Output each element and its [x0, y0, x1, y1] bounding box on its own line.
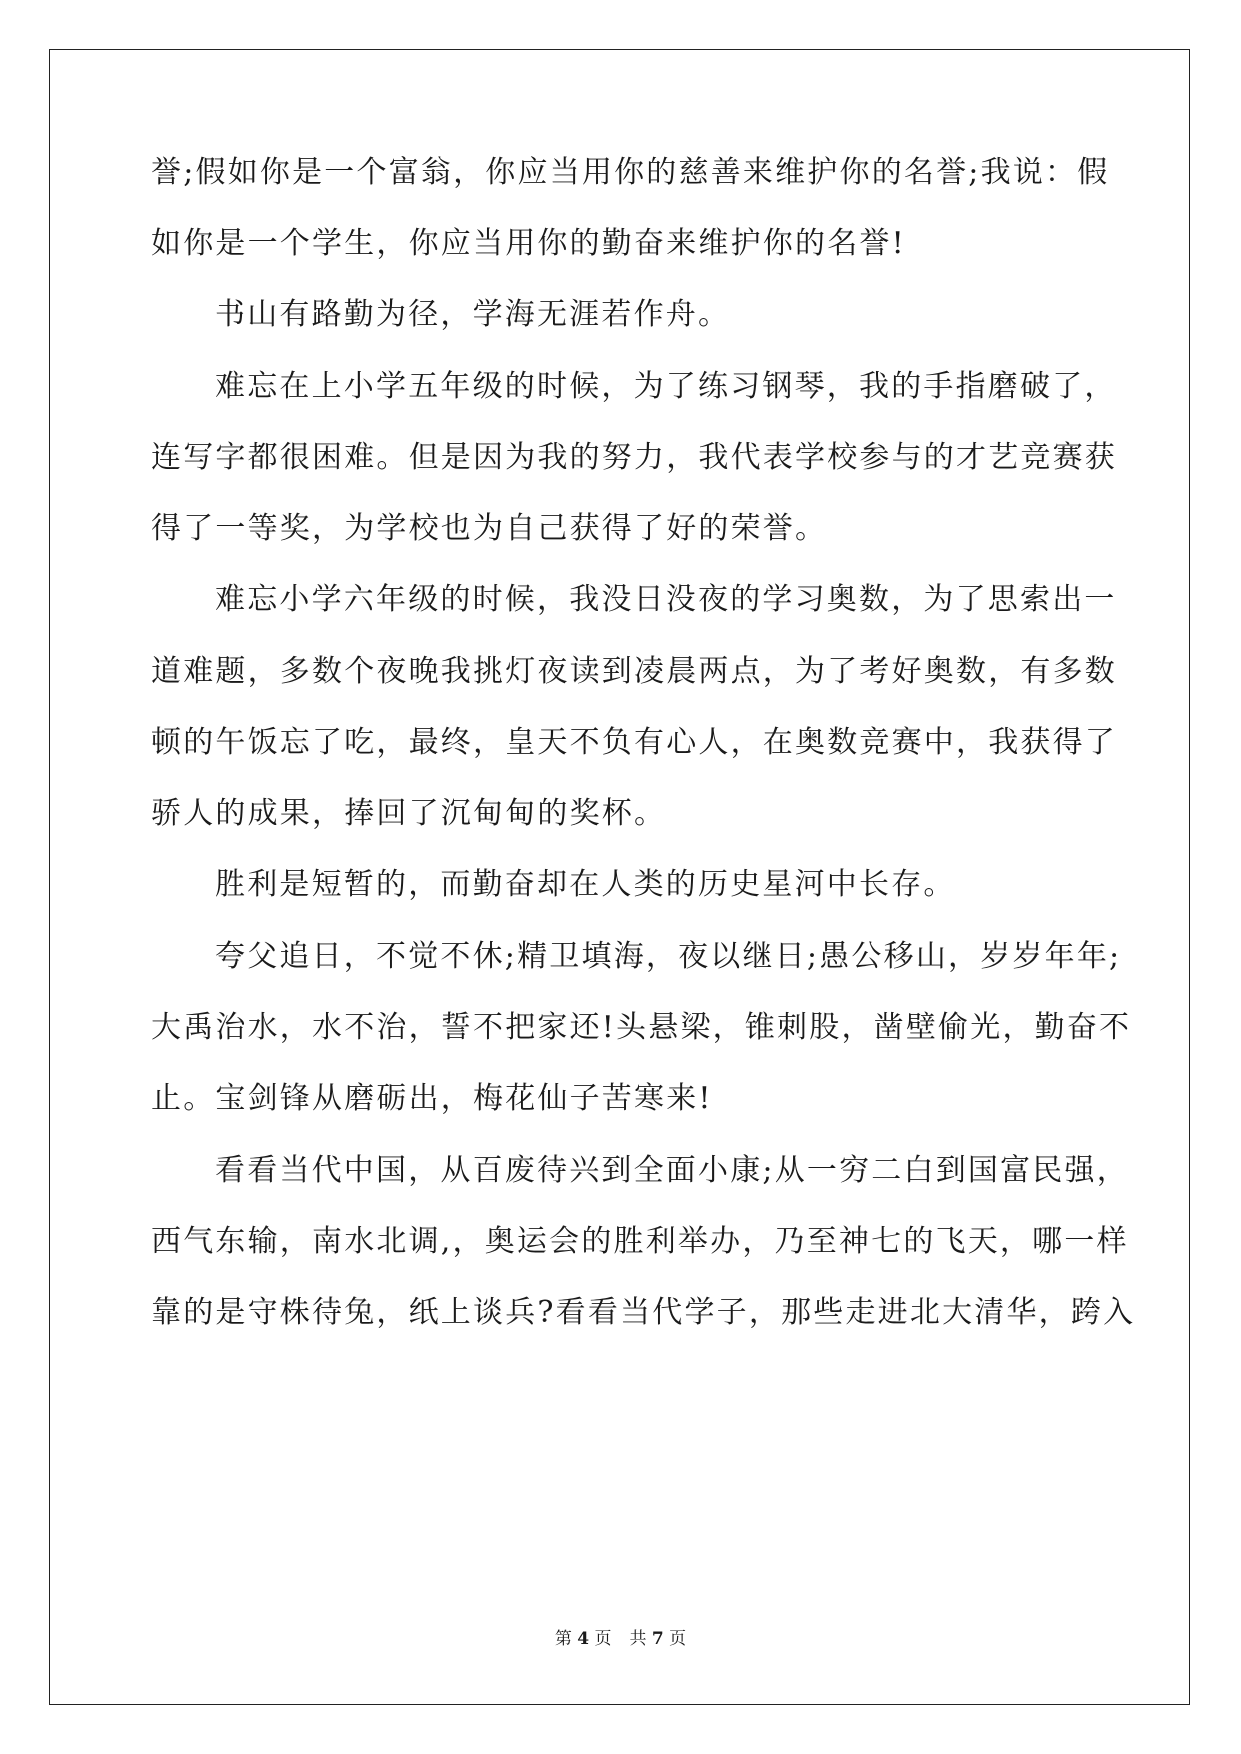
text-line: 骄人的成果，捧回了沉甸甸的奖杯。 — [151, 796, 667, 831]
text-line: 如你是一个学生，你应当用你的勤奋来维护你的名誉! — [151, 226, 906, 261]
text-line: 难忘小学六年级的时候，我没日没夜的学习奥数，为了思索出一 — [215, 582, 1117, 617]
text-line: 连写字都很困难。但是因为我的努力，我代表学校参与的才艺竞赛获 — [151, 440, 1117, 475]
text-line: 胜利是短暂的，而勤奋却在人类的历史星河中长存。 — [215, 867, 956, 902]
text-line: 得了一等奖，为学校也为自己获得了好的荣誉。 — [151, 511, 828, 546]
text-line: 靠的是守株待兔，纸上谈兵?看看当代学子，那些走进北大清华，跨入 — [151, 1295, 1136, 1330]
text-line: 看看当代中国，从百废待兴到全面小康;从一穷二白到国富民强， — [215, 1153, 1129, 1188]
text-line: 夸父追日，不觉不休;精卫填海，夜以继日;愚公移山，岁岁年年; — [215, 939, 1122, 974]
text-line: 书山有路勤为径，学海无涯若作舟。 — [215, 297, 731, 332]
text-line: 顿的午饭忘了吃，最终，皇天不负有心人，在奥数竞赛中，我获得了 — [151, 725, 1117, 760]
text-line: 止。宝剑锋从磨砺出，梅花仙子苦寒来! — [151, 1081, 713, 1116]
text-line: 难忘在上小学五年级的时候，为了练习钢琴，我的手指磨破了， — [215, 369, 1117, 404]
text-line: 西气东输，南水北调,，奥运会的胜利举办，乃至神七的飞天，哪一样 — [151, 1224, 1129, 1259]
text-line: 道难题，多数个夜晚我挑灯夜读到凌晨两点，为了考好奥数，有多数 — [151, 654, 1117, 689]
text-line: 大禹治水，水不治，誓不把家还!头悬梁，锥刺股，凿壁偷光，勤奋不 — [151, 1010, 1132, 1045]
page-number-label: 第 4 页 — [554, 1629, 612, 1649]
text-line: 誉;假如你是一个富翁，你应当用你的慈善来维护你的名誉;我说：假 — [151, 155, 1110, 190]
page-total-label: 共 7 页 — [629, 1629, 687, 1649]
page-footer — [0, 1629, 1241, 1649]
